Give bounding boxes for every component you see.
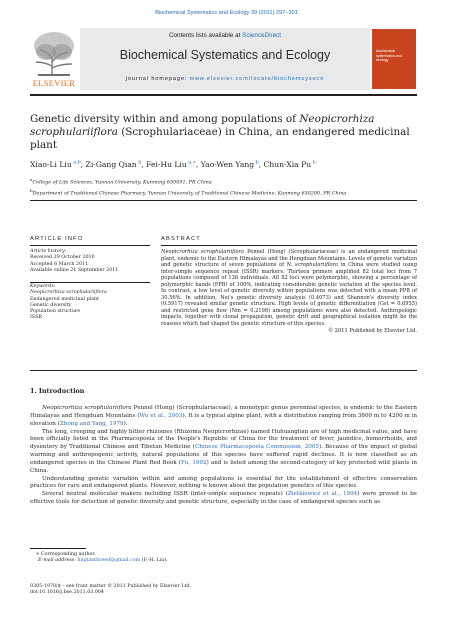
author-affiliation-mark[interactable]: a,b <box>71 160 81 166</box>
citation-link[interactable]: Chinese Pharmacopoeia Commission, 2005 <box>194 444 319 451</box>
intro-text: ) and is listed among the second-category of key protected wild plants in China. <box>30 459 418 474</box>
affiliation-text: Department of Traditional Chinese Pharmacy, Yunnan University of Traditional Chinese Medicine, Kunming 650200, PR China <box>32 190 347 197</box>
citation-link[interactable]: Wu et al., 2003 <box>139 412 183 419</box>
affiliation-label: a <box>30 177 33 182</box>
contents-line <box>80 32 370 39</box>
affiliation-text: College of Life Sciences, Yunnan University, Kunming 650091, PR China <box>32 179 212 186</box>
history-label: Article history: <box>30 249 67 254</box>
intro-text: Pennel (Hong) (Scrophulariaceae), a monotypic genus perennial species, is endemic to the Eastern Himalayas and Hengduan Mountains ( <box>30 405 417 419</box>
introduction-body <box>30 405 417 507</box>
contents-prefix: Contents lists available at <box>168 32 243 39</box>
history-rule <box>30 282 150 283</box>
homepage-link[interactable]: www.elsevier.com/locate/biochemsyseco <box>189 76 325 82</box>
journal-cover-thumbnail[interactable] <box>372 29 416 89</box>
email-link[interactable]: hnplantbreed@gmail.com <box>77 558 141 564</box>
citation-link[interactable]: Fu, 1992 <box>181 459 207 466</box>
abstract-rule <box>161 245 417 246</box>
publisher-name: ELSEVIER <box>32 78 76 88</box>
abstract-part-2: in China were studied using inter-simple sequence repeat (ISSR) markers. Thirteen primers amplified 82 total loci from 7 populations composed of 136 individuals. All 82 loci were polymorphic, showing a percentage of polymorphic bands (PPB) of 100%, indicating considerable genetic variation at the species level. In contrast, a low level of genetic diversity within populations was detected with a mean PPB of 30.56%. In addition, Nei's genetic diversity analysis (0.4073) and Shannon's diversity index (0.5917) revealed similar genetic structure. High levels of genetic differentiation (Gst = 0.6955) and restricted gene flow (Nm = 0.2198) among populations were also detected. Anthropologic impacts, together with clonal propagation, genetic drift and geographical isolation might be the reasons which had shaped the genetic structure of this species. <box>161 262 417 328</box>
affiliation-rule <box>30 200 417 201</box>
footnote-rule <box>30 548 86 549</box>
journal-title: Biochemical Systematics and Ecology <box>119 48 331 62</box>
email-label: E-mail address: <box>38 558 78 564</box>
author-name[interactable]: , Chun-Xia Pu <box>258 160 312 169</box>
abstract-heading: ABSTRACT <box>161 236 201 242</box>
citation-link[interactable]: Zietkiewicz et al., 1994 <box>287 491 358 498</box>
author-name[interactable]: Xiao-Li Liu <box>30 160 72 169</box>
keywords <box>30 284 150 322</box>
keywords-label: Keywords: <box>30 284 56 289</box>
affiliation-item <box>30 176 417 187</box>
article-info-heading: ARTICLE INFO <box>30 236 84 242</box>
doi-link[interactable]: doi:10.1016/j.bse.2011.03.004 <box>30 590 104 596</box>
header-rule <box>30 94 417 96</box>
issn-line: 0305-1978/$ – see front matter © 2011 Published by Elsevier Ltd. <box>30 584 191 589</box>
affiliation-item <box>30 187 417 198</box>
homepage-line <box>80 76 370 82</box>
affiliation-label: b <box>30 188 33 194</box>
intro-paragraph <box>30 429 417 476</box>
title-part-2: (Scrophulariaceae) in China, an endangered medicinal plant <box>30 126 410 151</box>
keyword-item: Endangered medicinal plant <box>30 296 99 302</box>
title-species: Neopicrorhiza scrophulariiflora <box>30 113 375 138</box>
keyword-item: Genetic diversity <box>30 302 72 308</box>
intro-species: Neopicrorhiza scrophulariiflora <box>42 405 132 411</box>
issn-block <box>30 584 330 597</box>
abstract-bottom-rule <box>30 370 417 371</box>
author-affiliation-mark[interactable]: b <box>254 160 259 166</box>
author-affiliation-mark[interactable]: a,∗ <box>186 160 196 166</box>
accepted-date: Accepted 6 March 2011 <box>30 261 89 267</box>
intro-text: ). Because of the impact of global warming and anthropogenic activity, natural populations of this species have suffered rapid declines. It is now classified as an endangered species in the Chinese Plant Red Book ( <box>30 444 417 466</box>
author-name[interactable]: , Fei-Hu Liu <box>141 160 187 169</box>
intro-text: ). It is a typical alpine plant, with a distribution ranging from 3600 m to 4200 m in elevation ( <box>30 412 418 427</box>
intro-text: ). <box>123 420 128 427</box>
author-affiliation-mark[interactable]: b <box>136 160 142 166</box>
author-affiliation-mark[interactable]: b <box>311 160 316 166</box>
journal-masthead <box>80 28 370 90</box>
abstract-species-short: N. scrophulariiflora <box>286 262 339 269</box>
author-name[interactable]: , Zi-Gang Qian <box>80 160 137 169</box>
author-list <box>30 160 417 169</box>
homepage-prefix: journal homepage: <box>125 76 190 82</box>
journal-reference[interactable]: Biochemical Systematics and Ecology 39 (2011) 297–301 <box>155 10 298 16</box>
intro-text: ) were proved to be effective tools for detection of genetic diversity and genetic structure, especially in the case of endangered species such as <box>30 491 417 506</box>
keyword-item: Neopicrorhiza scrophulariiflora <box>30 290 107 296</box>
intro-paragraph <box>30 405 417 429</box>
sciencedirect-link[interactable]: ScienceDirect <box>242 32 281 39</box>
elsevier-logo <box>30 28 78 90</box>
intro-text: The long, creeping and highly bitter rhizomes (Rhizoma Neopicrorhizae) named Huhuanglian are of high medicinal value, and have been officially listed in the Pharmacopoeia of the People's Republic of China for the treatment of fever, jaundice, hemorrhoids, and dysentery by Traditional Chinese and Tibetan Medicine ( <box>30 428 417 451</box>
article-title <box>30 113 410 152</box>
email-suffix: (F.-H. Liu). <box>140 558 168 564</box>
abstract-part-1: Pennel (Hong) (Scrophulariaceae) is an endangered medicinal plant, endemic to the Eastern Himalayas and the Hengduan Mountains. Levels of genetic variation and genetic structure of seven populations of <box>161 249 418 269</box>
online-date: Available online 21 September 2011 <box>30 267 119 273</box>
abstract-species: Neopicrorhiza scrophulariiflora <box>161 249 245 255</box>
corresponding-author-note: ∗ Corresponding author. <box>36 552 96 557</box>
article-history <box>30 249 150 274</box>
cover-title: biochemical systematics and ecology <box>376 49 402 63</box>
abstract-text <box>161 249 417 334</box>
abstract-copyright: © 2011 Published by Elsevier Ltd. <box>328 327 417 334</box>
intro-paragraph: Understanding genetic variation within and among populations is essential for the establishment of effective conservation practices for rare and endangered plants. However, nothing is known about the population genetics of this species. <box>30 475 417 490</box>
keyword-item: Population structure <box>30 309 81 315</box>
intro-text: Several neutral molecular makers including ISSR (inter-simple sequence repeats) ( <box>42 491 288 498</box>
footnotes <box>30 552 330 565</box>
introduction-heading: 1. Introduction <box>30 387 85 395</box>
article-info-rule <box>30 245 150 246</box>
intro-paragraph <box>30 491 417 507</box>
title-part-1: Genetic diversity within and among populations of <box>30 113 300 125</box>
received-date: Received 29 October 2010 <box>30 255 95 261</box>
keyword-item: ISSR <box>30 315 42 321</box>
email-line <box>30 558 330 564</box>
author-name[interactable]: , Yao-Wen Yang <box>195 160 255 169</box>
affiliations <box>30 176 417 198</box>
citation-link[interactable]: Zhong and Yang, 1979 <box>59 420 124 427</box>
